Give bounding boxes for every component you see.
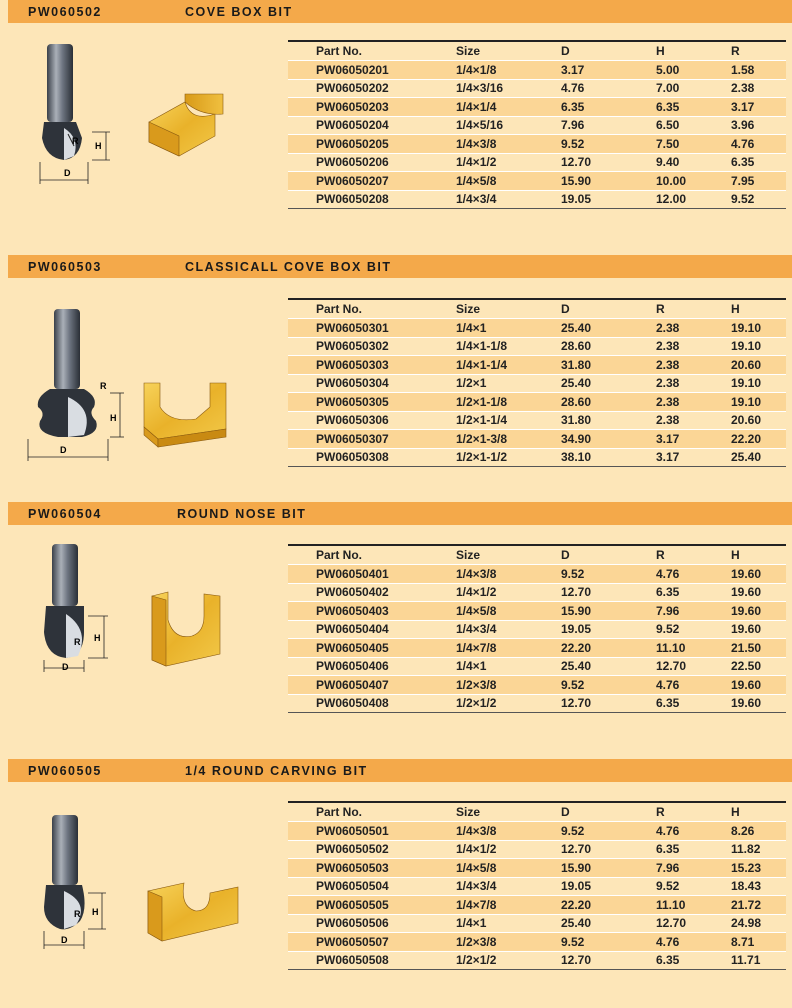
table-cell: PW06050405 [288, 639, 456, 658]
table-cell: PW06050503 [288, 859, 456, 878]
table-cell: 7.96 [561, 116, 656, 135]
table-cell: 9.52 [656, 620, 731, 639]
section-code: PW060503 [28, 260, 102, 274]
table-row [288, 153, 786, 172]
column-header: H [731, 302, 740, 316]
table-cell: 1/2×3/8 [456, 676, 561, 695]
column-header: R [656, 302, 665, 316]
column-header: Part No. [316, 44, 363, 58]
table-cell: 7.96 [656, 602, 731, 621]
table-cell: PW06050501 [288, 822, 456, 841]
spec-table [288, 544, 786, 713]
diagram-label-h: H [94, 633, 101, 643]
table-cell: 12.00 [656, 190, 731, 209]
table-cell: 28.60 [561, 393, 656, 412]
table-cell: 2.38 [656, 411, 731, 430]
table-cell: 9.52 [561, 933, 656, 952]
table-cell: 4.76 [656, 676, 731, 695]
table-cell: 19.05 [561, 877, 656, 896]
table-cell: 6.35 [731, 153, 786, 172]
table-row [288, 896, 786, 915]
table-cell: 3.17 [731, 98, 786, 117]
table-cell: PW06050401 [288, 565, 456, 584]
table-cell: PW06050205 [288, 135, 456, 154]
table-header-row [288, 802, 786, 822]
diagram-label-h: H [92, 907, 99, 917]
table-cell: 1.58 [731, 61, 786, 80]
table-cell: 1/4×1/8 [456, 61, 561, 80]
table-cell: 9.52 [731, 190, 786, 209]
column-header: R [656, 805, 665, 819]
table-cell: 15.90 [561, 859, 656, 878]
column-header: Size [456, 548, 481, 562]
table-cell: 25.40 [731, 448, 786, 467]
table-cell: PW06050403 [288, 602, 456, 621]
cove-box-profile-block [145, 92, 235, 162]
table-row [288, 172, 786, 191]
table-cell: 7.50 [656, 135, 731, 154]
column-header: R [731, 44, 740, 58]
table-cell: 1/4×7/8 [456, 639, 561, 658]
table-cell: 1/4×5/8 [456, 859, 561, 878]
table-cell: 11.10 [656, 639, 731, 658]
table-cell: 4.76 [656, 933, 731, 952]
table-cell: 11.71 [731, 951, 786, 970]
section-code: PW060505 [28, 764, 102, 778]
diagram-label-r: R [100, 381, 107, 391]
table-header-row [288, 299, 786, 319]
column-header: Size [456, 44, 481, 58]
spec-table [288, 801, 786, 970]
diagram-label-h: H [95, 141, 102, 151]
table-cell: 12.70 [561, 153, 656, 172]
table-cell: PW06050402 [288, 583, 456, 602]
table-cell: PW06050505 [288, 896, 456, 915]
table-cell: 6.35 [656, 951, 731, 970]
cove-box-bit-drawing [30, 38, 130, 188]
table-cell: 19.10 [731, 319, 786, 338]
table-row [288, 657, 786, 676]
table-cell: 1/4×1/2 [456, 840, 561, 859]
table-cell: 1/4×3/4 [456, 620, 561, 639]
table-cell: 21.50 [731, 639, 786, 658]
table-cell: 1/4×1 [456, 914, 561, 933]
table-cell: 19.60 [731, 583, 786, 602]
section-header [8, 0, 792, 23]
diagram-label-d: D [61, 935, 68, 945]
table-cell: PW06050504 [288, 877, 456, 896]
table-cell: 1/2×1-1/4 [456, 411, 561, 430]
table-row [288, 319, 786, 338]
section-header [8, 759, 792, 782]
table-cell: PW06050206 [288, 153, 456, 172]
table-cell: 19.05 [561, 190, 656, 209]
section-header [8, 502, 792, 525]
table-cell: 19.05 [561, 620, 656, 639]
table-cell: 22.50 [731, 657, 786, 676]
table-cell: 11.10 [656, 896, 731, 915]
table-cell: 22.20 [731, 430, 786, 449]
table-cell: 1/4×1-1/4 [456, 356, 561, 375]
table-cell: 19.60 [731, 602, 786, 621]
table-cell: 25.40 [561, 374, 656, 393]
table-cell: 1/2×3/8 [456, 933, 561, 952]
diagram-label-h: H [110, 413, 117, 423]
section-code: PW060502 [28, 5, 102, 19]
table-cell: 1/2×1-3/8 [456, 430, 561, 449]
table-row [288, 583, 786, 602]
column-header: H [656, 44, 665, 58]
table-cell: 3.17 [561, 61, 656, 80]
table-cell: 2.38 [656, 337, 731, 356]
diagram-label-d: D [62, 662, 69, 672]
column-header: D [561, 548, 570, 562]
column-header: Size [456, 302, 481, 316]
table-cell: 2.38 [731, 79, 786, 98]
table-cell: PW06050404 [288, 620, 456, 639]
table-cell: 6.50 [656, 116, 731, 135]
table-cell: 1/4×3/8 [456, 822, 561, 841]
table-cell: 1/4×1-1/8 [456, 337, 561, 356]
round-nose-profile-block [146, 590, 236, 670]
round-nose-bit-drawing [28, 540, 128, 680]
table-cell: 10.00 [656, 172, 731, 191]
table-header-row [288, 545, 786, 565]
table-cell: 7.95 [731, 172, 786, 191]
table-cell: 38.10 [561, 448, 656, 467]
table-cell: 19.10 [731, 393, 786, 412]
table-row [288, 859, 786, 878]
section-title: 1/4 ROUND CARVING BIT [185, 764, 368, 778]
table-cell: 11.82 [731, 840, 786, 859]
table-row [288, 933, 786, 952]
table-cell: 2.38 [656, 393, 731, 412]
table-cell: 12.70 [561, 583, 656, 602]
table-row [288, 393, 786, 412]
table-cell: PW06050308 [288, 448, 456, 467]
column-header: D [561, 302, 570, 316]
table-cell: PW06050307 [288, 430, 456, 449]
table-cell: 1/4×1 [456, 657, 561, 676]
table-row [288, 337, 786, 356]
section-code: PW060504 [28, 507, 102, 521]
table-cell: 12.70 [561, 694, 656, 713]
table-cell: 1/2×1-1/2 [456, 448, 561, 467]
table-cell: 4.76 [731, 135, 786, 154]
table-cell: 25.40 [561, 657, 656, 676]
table-cell: 1/2×1-1/8 [456, 393, 561, 412]
section-title: CLASSICALL COVE BOX BIT [185, 260, 392, 274]
table-row [288, 98, 786, 117]
table-cell: 25.40 [561, 914, 656, 933]
table-row [288, 914, 786, 933]
table-cell: 12.70 [561, 951, 656, 970]
table-header-row [288, 41, 786, 61]
table-row [288, 79, 786, 98]
spec-table [288, 40, 786, 209]
classicall-cove-box-bit-drawing [22, 305, 132, 465]
table-cell: 7.96 [656, 859, 731, 878]
column-header: Part No. [316, 548, 363, 562]
table-cell: 4.76 [656, 565, 731, 584]
table-row [288, 430, 786, 449]
table-cell: 9.52 [561, 135, 656, 154]
table-cell: 19.60 [731, 565, 786, 584]
table-cell: 19.60 [731, 620, 786, 639]
table-cell: 1/4×1/4 [456, 98, 561, 117]
table-cell: PW06050204 [288, 116, 456, 135]
table-row [288, 411, 786, 430]
table-row [288, 190, 786, 209]
column-header: Part No. [316, 302, 363, 316]
table-cell: PW06050203 [288, 98, 456, 117]
diagram-label-r: R [74, 909, 81, 919]
table-cell: 20.60 [731, 411, 786, 430]
table-cell: PW06050502 [288, 840, 456, 859]
table-row [288, 620, 786, 639]
table-cell: 1/4×3/4 [456, 190, 561, 209]
table-cell: 1/4×1/2 [456, 583, 561, 602]
table-cell: 6.35 [561, 98, 656, 117]
table-cell: 19.60 [731, 694, 786, 713]
table-cell: 19.60 [731, 676, 786, 695]
section-header [8, 255, 792, 278]
table-cell: PW06050208 [288, 190, 456, 209]
column-header: H [731, 805, 740, 819]
section-title: ROUND NOSE BIT [177, 507, 307, 521]
table-cell: PW06050506 [288, 914, 456, 933]
column-header: Part No. [316, 805, 363, 819]
diagram-label-r: R [74, 637, 81, 647]
section-title: COVE BOX BIT [185, 5, 293, 19]
table-row [288, 602, 786, 621]
table-cell: 6.35 [656, 840, 731, 859]
table-cell: 4.76 [561, 79, 656, 98]
table-cell: 8.26 [731, 822, 786, 841]
table-cell: 1/4×5/8 [456, 172, 561, 191]
table-cell: PW06050305 [288, 393, 456, 412]
table-row [288, 822, 786, 841]
table-cell: 2.38 [656, 356, 731, 375]
table-cell: 25.40 [561, 319, 656, 338]
table-cell: 2.38 [656, 319, 731, 338]
table-cell: PW06050408 [288, 694, 456, 713]
table-row [288, 877, 786, 896]
table-cell: 7.00 [656, 79, 731, 98]
table-cell: 3.96 [731, 116, 786, 135]
table-cell: 8.71 [731, 933, 786, 952]
table-cell: 6.35 [656, 583, 731, 602]
table-cell: PW06050302 [288, 337, 456, 356]
table-row [288, 356, 786, 375]
table-cell: 1/2×1 [456, 374, 561, 393]
table-cell: 21.72 [731, 896, 786, 915]
table-cell: 12.70 [656, 914, 731, 933]
table-cell: 6.35 [656, 694, 731, 713]
table-cell: 12.70 [656, 657, 731, 676]
table-cell: 9.52 [561, 676, 656, 695]
table-row [288, 374, 786, 393]
table-cell: 1/4×3/8 [456, 565, 561, 584]
table-cell: 6.35 [656, 98, 731, 117]
diagram-label-r: R [72, 136, 79, 146]
classicall-cove-profile-block [140, 377, 240, 449]
table-cell: PW06050407 [288, 676, 456, 695]
table-cell: PW06050301 [288, 319, 456, 338]
table-cell: PW06050508 [288, 951, 456, 970]
table-cell: 1/4×1/2 [456, 153, 561, 172]
column-header: D [561, 44, 570, 58]
table-row [288, 676, 786, 695]
table-cell: 4.76 [656, 822, 731, 841]
table-cell: 19.10 [731, 337, 786, 356]
table-cell: PW06050306 [288, 411, 456, 430]
table-cell: 22.20 [561, 896, 656, 915]
round-carving-bit-drawing [30, 811, 130, 951]
table-row [288, 61, 786, 80]
table-cell: 31.80 [561, 356, 656, 375]
table-cell: 31.80 [561, 411, 656, 430]
table-cell: 22.20 [561, 639, 656, 658]
table-cell: 1/4×7/8 [456, 896, 561, 915]
table-cell: 1/2×1/2 [456, 694, 561, 713]
table-cell: 5.00 [656, 61, 731, 80]
table-cell: 2.38 [656, 374, 731, 393]
column-header: R [656, 548, 665, 562]
table-cell: 15.23 [731, 859, 786, 878]
table-cell: 18.43 [731, 877, 786, 896]
table-cell: 1/4×5/8 [456, 602, 561, 621]
table-cell: PW06050202 [288, 79, 456, 98]
table-row [288, 840, 786, 859]
table-cell: 34.90 [561, 430, 656, 449]
round-carving-profile-block [144, 881, 244, 951]
table-cell: PW06050507 [288, 933, 456, 952]
table-cell: 28.60 [561, 337, 656, 356]
table-cell: 9.52 [656, 877, 731, 896]
table-cell: 20.60 [731, 356, 786, 375]
column-header: H [731, 548, 740, 562]
spec-table [288, 298, 786, 467]
table-cell: PW06050303 [288, 356, 456, 375]
table-cell: 19.10 [731, 374, 786, 393]
table-row [288, 694, 786, 713]
table-row [288, 448, 786, 467]
table-cell: 24.98 [731, 914, 786, 933]
table-cell: 1/4×1 [456, 319, 561, 338]
table-cell: 9.40 [656, 153, 731, 172]
table-cell: PW06050304 [288, 374, 456, 393]
diagram-label-d: D [64, 168, 71, 178]
table-row [288, 135, 786, 154]
table-cell: 3.17 [656, 448, 731, 467]
table-cell: 1/4×3/4 [456, 877, 561, 896]
table-cell: PW06050207 [288, 172, 456, 191]
table-row [288, 951, 786, 970]
table-cell: PW06050406 [288, 657, 456, 676]
table-cell: 9.52 [561, 565, 656, 584]
table-cell: 15.90 [561, 172, 656, 191]
table-cell: 1/2×1/2 [456, 951, 561, 970]
table-row [288, 116, 786, 135]
table-cell: 12.70 [561, 840, 656, 859]
diagram-label-d: D [60, 445, 67, 455]
table-row [288, 565, 786, 584]
table-cell: 3.17 [656, 430, 731, 449]
table-cell: 1/4×3/8 [456, 135, 561, 154]
column-header: D [561, 805, 570, 819]
table-cell: 1/4×5/16 [456, 116, 561, 135]
table-row [288, 639, 786, 658]
table-cell: 1/4×3/16 [456, 79, 561, 98]
table-cell: 15.90 [561, 602, 656, 621]
table-cell: 9.52 [561, 822, 656, 841]
table-cell: PW06050201 [288, 61, 456, 80]
column-header: Size [456, 805, 481, 819]
